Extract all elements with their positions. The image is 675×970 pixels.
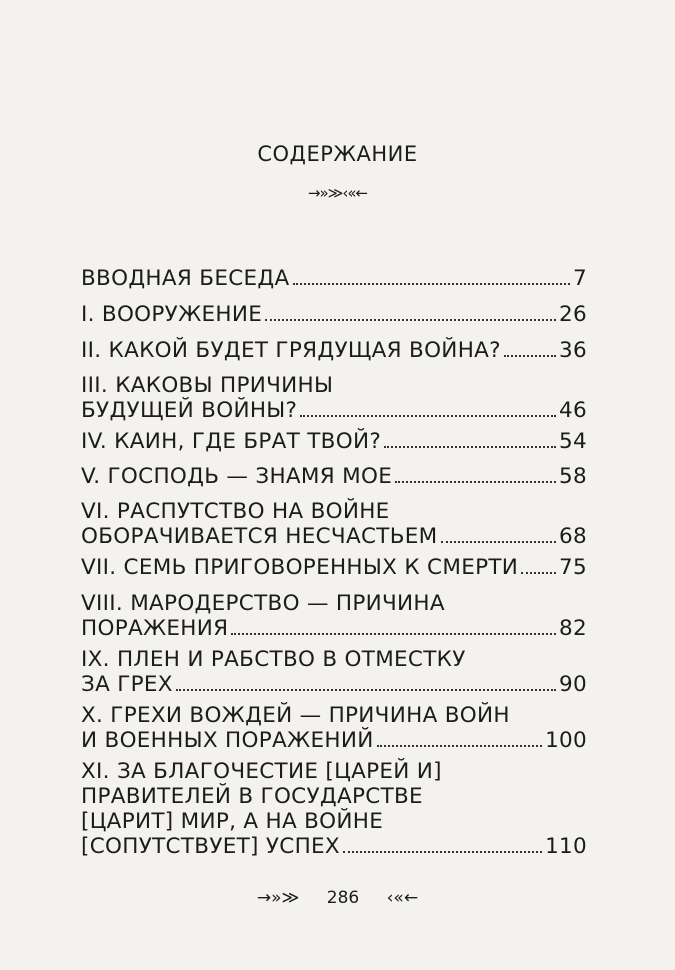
toc-page-number: 82 [559, 616, 587, 641]
toc-entry [81, 591, 587, 641]
dot-leader [395, 481, 556, 483]
dot-leader [176, 689, 556, 691]
page-number: 286 [326, 888, 360, 908]
toc-entry [81, 499, 587, 549]
toc-entry-last-line [81, 728, 587, 753]
toc-entry [81, 302, 587, 327]
toc-entry [81, 266, 587, 291]
toc-page-number: 46 [559, 398, 587, 423]
toc-entry-title: И ВОЕННЫХ ПОРАЖЕНИЙ [81, 728, 374, 753]
footer-ornament-right: ‹«← [386, 888, 419, 908]
toc-entry [81, 647, 587, 697]
toc-entry-title: II. КАКОЙ БУДЕТ ГРЯДУЩАЯ ВОЙНА? [81, 338, 501, 363]
toc-entry [81, 464, 587, 489]
toc-page-number: 7 [573, 266, 587, 291]
toc-entry-title: ВВОДНАЯ БЕСЕДА [81, 266, 290, 291]
toc-entry-title: IV. КАИН, ГДЕ БРАТ ТВОЙ? [81, 429, 382, 454]
toc-entry [81, 759, 587, 859]
toc-entry [81, 373, 587, 423]
page-footer [0, 888, 675, 908]
toc-page-number: 90 [559, 672, 587, 697]
dot-leader [293, 283, 571, 285]
toc-entry [81, 429, 587, 454]
dot-leader [384, 446, 556, 448]
toc-page-number: 54 [559, 429, 587, 454]
dot-leader [300, 415, 556, 417]
toc-entry-title: V. ГОСПОДЬ — ЗНАМЯ МОЕ [81, 464, 393, 489]
toc-entry [81, 338, 587, 363]
toc-entry [81, 703, 587, 753]
toc-entry-title: [СОПУТСТВУЕТ] УСПЕХ [81, 834, 340, 859]
toc-entry-last-line [81, 555, 587, 580]
toc-entry-last-line [81, 266, 587, 291]
dot-leader [504, 355, 556, 357]
page-title: СОДЕРЖАНИЕ [257, 142, 418, 166]
toc-entry-title: ОБОРАЧИВАЕТСЯ НЕСЧАСТЬЕМ [81, 524, 438, 549]
dot-leader [265, 319, 556, 321]
footer-ornament-left: →»≫ [256, 888, 300, 908]
toc-page-number: 68 [559, 524, 587, 549]
toc-entry-last-line [81, 616, 587, 641]
toc-entry-last-line [81, 429, 587, 454]
toc-entry-last-line [81, 302, 587, 327]
toc-entry-line: ПРАВИТЕЛЕЙ В ГОСУДАРСТВЕ [81, 784, 423, 809]
toc-page-number: 26 [559, 302, 587, 327]
toc-entry-last-line [81, 398, 587, 423]
toc-entry-title: ПОРАЖЕНИЯ [81, 616, 229, 641]
title-ornament: →»≫‹«← [307, 184, 368, 202]
toc-entry-line: XI. ЗА БЛАГОЧЕСТИЕ [ЦАРЕЙ И] [81, 759, 442, 784]
toc-entry-line: III. КАКОВЫ ПРИЧИНЫ [81, 373, 334, 398]
toc-entry-title: ЗА ГРЕХ [81, 672, 173, 697]
dot-leader [343, 851, 542, 853]
toc-page-number: 100 [545, 728, 587, 753]
toc-entry-last-line [81, 834, 587, 859]
toc-entry-line: X. ГРЕХИ ВОЖДЕЙ — ПРИЧИНА ВОЙН [81, 703, 510, 728]
toc-entry-last-line [81, 338, 587, 363]
toc-page-number: 110 [545, 834, 587, 859]
toc-entry-line: VI. РАСПУТСТВО НА ВОЙНЕ [81, 499, 390, 524]
dot-leader [521, 572, 556, 574]
toc-entry-line: IX. ПЛЕН И РАБСТВО В ОТМЕСТКУ [81, 647, 466, 672]
toc-page-number: 36 [559, 338, 587, 363]
toc-entry [81, 555, 587, 580]
toc-entry-last-line [81, 464, 587, 489]
toc-entry-last-line [81, 672, 587, 697]
toc-entry-title: БУДУЩЕЙ ВОЙНЫ? [81, 398, 298, 423]
toc-page-number: 58 [559, 464, 587, 489]
toc-entry-line: VIII. МАРОДЕРСТВО — ПРИЧИНА [81, 591, 445, 616]
toc-entry-last-line [81, 524, 587, 549]
toc-page-number: 75 [559, 555, 587, 580]
toc-entry-title: I. ВООРУЖЕНИЕ [81, 302, 263, 327]
dot-leader [441, 541, 557, 543]
dot-leader [377, 745, 542, 747]
toc-entry-line: [ЦАРИТ] МИР, А НА ВОЙНЕ [81, 809, 384, 834]
toc-entry-title: VII. СЕМЬ ПРИГОВОРЕННЫХ К СМЕРТИ [81, 555, 519, 580]
dot-leader [231, 633, 556, 635]
